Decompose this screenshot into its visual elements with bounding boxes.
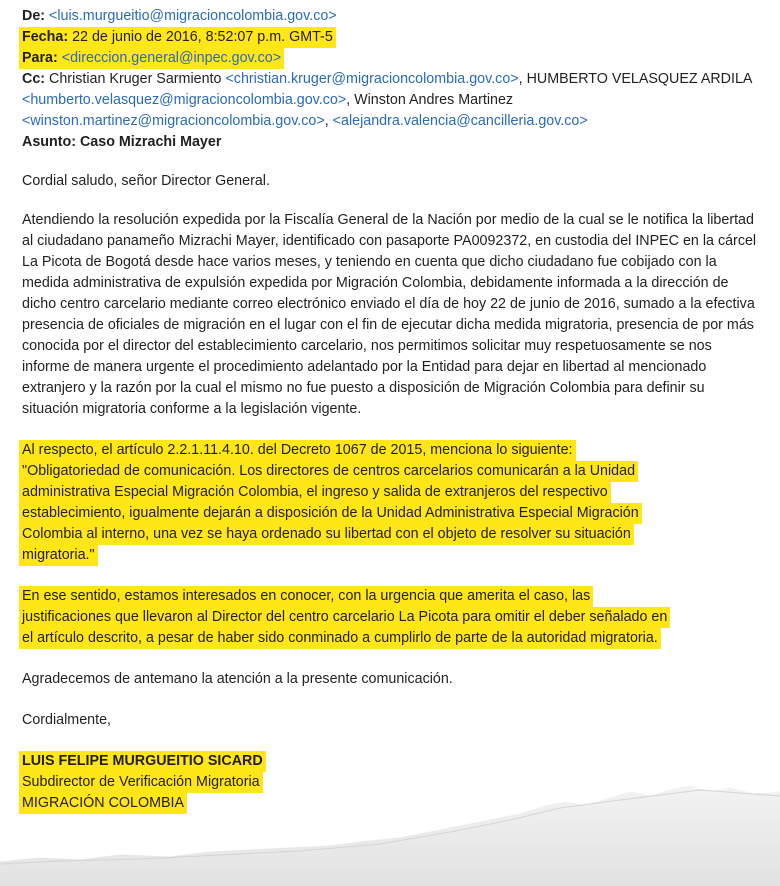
cc-name-1: Christian Kruger Sarmiento [49,71,222,87]
cc-label: Cc: [22,71,46,87]
cc-email-4-link[interactable]: <alejandra.valencia@cancilleria.gov.co> [332,113,588,129]
cc-line [22,69,762,132]
p2-line-5: Colombia al interno, una vez se haya ordenado su libertad con el objeto de resolver su situación [19,524,634,545]
to-email-link[interactable]: <direccion.general@inpec.gov.co> [61,50,282,66]
paragraph-2-highlighted [22,440,762,566]
from-line [22,6,762,27]
p2-line-6: migratoria." [19,545,98,566]
cc-email-2-link[interactable]: <humberto.velasquez@migracioncolombia.gov.co> [22,92,347,108]
date-label: Fecha: [22,29,69,45]
date-value: 22 de junio de 2016, 8:52:07 p.m. GMT-5 [72,29,333,45]
to-line [22,48,762,69]
to-label: Para: [22,50,58,66]
p3-line-2: justificaciones que llevaron al Director del centro carcelario La Picota para omitir el deber señalado en [19,607,670,628]
closing-line: Cordialmente, [22,712,111,728]
p3-line-1: En ese sentido, estamos interesados en conocer, con la urgencia que amerita el caso, las [19,586,593,607]
signature-org: MIGRACIÓN COLOMBIA [19,793,187,814]
p2-line-2: "Obligatoriedad de comunicación. Los directores de centros carcelarios comunicarán a la Unidad [19,461,638,482]
email-header [22,6,762,153]
signature-title: Subdirector de Verificación Migratoria [19,772,263,793]
thanks-line: Agradecemos de antemano la atención a la presente comunicación. [22,671,453,687]
subject-line [22,132,762,153]
from-email-link[interactable]: <luis.murgueitio@migracioncolombia.gov.co> [49,8,337,24]
from-label: De: [22,8,46,24]
cc-name-2: , HUMBERTO VELASQUEZ ARDILA [518,71,752,87]
paragraph-3-highlighted [22,586,762,649]
p2-line-1: Al respecto, el artículo 2.2.1.11.4.10. del Decreto 1067 de 2015, menciona lo siguiente: [19,440,576,461]
cc-separator: , [324,113,333,129]
p3-line-3: el artículo descrito, a pesar de haber sido conminado a cumplirlo de parte de la autoridad migratoria. [19,628,661,649]
subject-text: Asunto: Caso Mizrachi Mayer [22,134,222,150]
cc-email-3-link[interactable]: <winston.martinez@migracioncolombia.gov.co> [22,113,325,129]
paragraph-1: Atendiendo la resolución expedida por la Fiscalía General de la Nación por medio de la cual se le notifica la libertad al ciudadano panameño Mizrachi Mayer, identificado con pasaporte PA0092372, en custodia del INPEC en la cárcel La Picota de Bogotá desde hace varios meses, y teniendo en cuenta que dicho ciudadano fue cobijado con la medida administrativa de expulsión expedida por Migración Colombia, debidamente informada a la dirección de dicho centro carcelario mediante correo electrónico enviado el día de hoy 22 de junio de 2016, sumado a la efectiva presencia de oficiales de migración en el lugar con el fin de ejecutar dicha medida migratoria, presencia de por más conocida por el director del establecimiento carcelario, nos permitimos solicitar muy respetuosamente se nos informe de manera urgente el procedimiento adelantado por la Entidad para dejar en libertad al mencionado extranjero y la razón por la cual el mismo no fue puesto a disposición de Migración Colombia para definir su situación migratoria conforme a la legislación vigente. [22,212,757,417]
cc-email-1-link[interactable]: <christian.kruger@migracioncolombia.gov.co> [225,71,519,87]
p2-line-4: establecimiento, igualmente dejarán a disposición de la Unidad Administrativa Especial Migración [19,503,642,524]
p2-line-3: administrativa Especial Migración Colombia, el ingreso y salida de extranjeros del respectivo [19,482,611,503]
email-document [22,6,762,814]
date-line [22,27,762,48]
greeting: Cordial saludo, señor Director General. [22,173,270,189]
torn-paper-edge [0,760,780,886]
cc-name-3: , Winston Andres Martinez [346,92,514,108]
signature-name: LUIS FELIPE MURGUEITIO SICARD [19,751,266,772]
